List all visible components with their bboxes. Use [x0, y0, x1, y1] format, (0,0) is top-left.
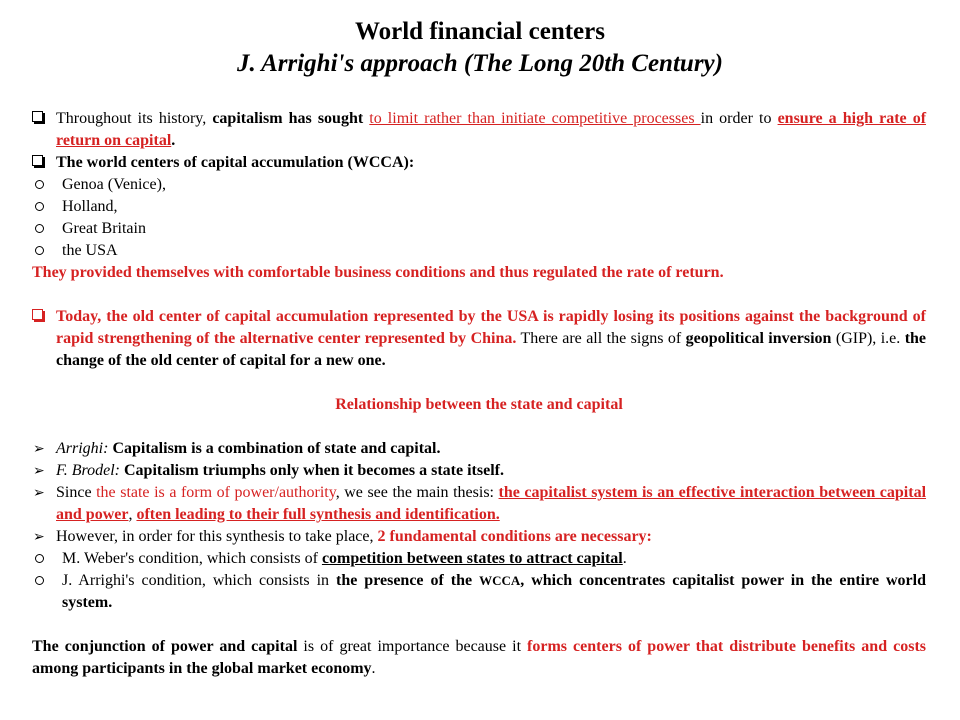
rate-of-return-statement: They provided themselves with comfortable business conditions and thus regulated the rate of return. [32, 264, 724, 281]
circle-bullet-icon [35, 246, 44, 255]
bullet-main-thesis: ➢ Since the state is a form of power/authority, we see the main thesis: the capitalist system is an effective interaction between capital and power, often leading to their full synthesis and identification. [33, 484, 927, 523]
condition-weber: M. Weber's condition, which consists of competition between states to attract capital. [32, 548, 926, 570]
arrow-bullet-icon: ➢ [33, 441, 45, 457]
section-heading: Relationship between the state and capital [335, 396, 623, 413]
arrow-bullet-icon: ➢ [33, 485, 45, 501]
bullet-brodel: ➢ F. Brodel: Capitalism triumphs only when it becomes a state itself. [32, 460, 926, 482]
circle-bullet-icon [35, 180, 44, 189]
arrow-bullet-icon: ➢ [33, 529, 45, 545]
slide-body [32, 108, 926, 680]
list-item-center: Holland, [32, 196, 926, 218]
slide-title: World financial centers [355, 18, 605, 45]
list-item-center: the USA [32, 240, 926, 262]
bullet-geopolitical-inversion: Today, the old center of capital accumulation represented by the USA is rapidly losing its positions against the background of rapid strengthening of the alternative center represented by China. There are all the signs of geopolitical inversion (GIP), i.e. the change of the old center of capital for a new one. [32, 306, 926, 372]
bullet-conditions: ➢ However, in order for this synthesis to take place, 2 fundamental conditions are necessary: [32, 526, 926, 548]
circle-bullet-icon [35, 202, 44, 211]
circle-bullet-icon [35, 224, 44, 233]
bullet-wcca-heading: The world centers of capital accumulation (WCCA): [32, 152, 926, 174]
bullet-capitalism-history: Throughout its history, capitalism has sought to limit rather than initiate competitive processes in order to ensure a high rate of return on capital. [32, 108, 926, 152]
slide-subtitle: J. Arrighi's approach (The Long 20th Century) [237, 50, 723, 77]
bullet-arrighi: ➢ Arrighi: Capitalism is a combination of state and capital. [32, 438, 926, 460]
checkbox-bullet-icon [32, 309, 43, 320]
condition-arrighi: J. Arrighi's condition, which consists in the presence of the WCCA, which concentrates capitalist power in the entire world system. [32, 570, 926, 614]
checkbox-bullet-icon [32, 155, 43, 166]
list-item-center: Genoa (Venice), [32, 174, 926, 196]
list-item-center: Great Britain [32, 218, 926, 240]
checkbox-bullet-icon [32, 111, 43, 122]
circle-bullet-icon [35, 554, 44, 563]
arrow-bullet-icon: ➢ [33, 463, 45, 479]
conclusion-paragraph: The conjunction of power and capital is of great importance because it forms centers of power that distribute benefits and costs among participants in the global market economy. [32, 638, 927, 677]
circle-bullet-icon [35, 576, 44, 585]
